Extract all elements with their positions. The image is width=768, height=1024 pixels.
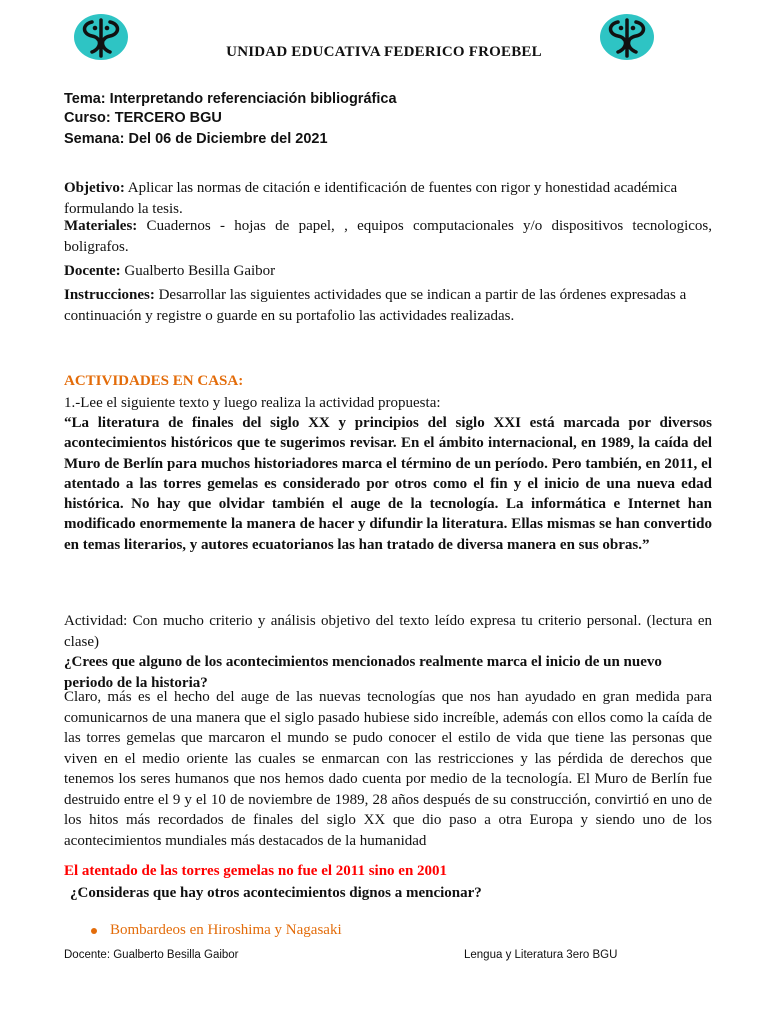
semana-line: Semana: Del 06 de Diciembre del 2021 (64, 131, 328, 147)
actividad-instruction: Actividad: Con mucho criterio y análisis objetivo del texto leído expresa tu criterio personal. (lectura en clase) (64, 613, 712, 650)
answer-paragraph: Claro, más es el hecho del auge de las nuevas tecnologías que nos han ayudado en gran medida para comunicarnos de una manera que el siglo pasado hubiese sido increíble, además con ellos como la caída de las torres gemelas que marcaron el mundo se pudo conocer el estilo de vida que tiene las personas que viven en el medio oriente las cuales se enmarcan con las restricciones y las pérdida de derechos que tenemos los seres humanos que nos hemos dado cuenta por medio de la tecnología. El Muro de Berlín fue destruido entre el 9 y el 10 de noviembre de 1989, 28 años después de su construcción, convirtió en uno de los hitos más recordados de finales del siglo XX que dio paso a otra Europa y siendo uno de los acontecimientos mundiales más destacados de la humanidad (64, 689, 712, 849)
footer-subject: Lengua y Literatura 3ero BGU (464, 949, 618, 961)
docente-paragraph (64, 261, 712, 282)
tema-line: Tema: Interpretando referenciación bibliográfica (64, 91, 397, 107)
objetivo-paragraph (64, 178, 712, 219)
school-name-heading: UNIDAD EDUCATIVA FEDERICO FROEBEL (226, 44, 542, 60)
step-1-instruction: 1.-Lee el siguiente texto y luego realiza la actividad propuesta: (64, 395, 441, 411)
footer-teacher: Docente: Gualberto Besilla Gaibor (64, 949, 239, 961)
bullet-dot-icon (90, 922, 110, 939)
correction-note: El atentado de las torres gemelas no fue el 2011 sino en 2001 (64, 863, 448, 879)
objetivo-label: Objetivo: (64, 180, 125, 196)
bullet-item-text: Bombardeos en Hiroshima y Nagasaki (110, 922, 342, 938)
list-item (90, 922, 342, 939)
instrucciones-text: Desarrollar las siguientes actividades que se indican a partir de las órdenes expresadas a continuación y registre o guarde en su portafolio las actividades realizadas. (64, 287, 687, 324)
activities-heading: ACTIVIDADES EN CASA: (64, 373, 244, 389)
materiales-paragraph (64, 216, 712, 257)
question-1: ¿Crees que alguno de los acontecimientos mencionados realmente marca el inicio de un nuevo periodo de la historia? (64, 654, 662, 691)
question-2: ¿Consideras que hay otros acontecimientos dignos a mencionar? (70, 885, 482, 901)
materiales-text: Cuadernos - hojas de papel, , equipos computacionales y/o dispositivos tecnologicos, boligrafos. (64, 218, 712, 255)
docente-text: Gualberto Besilla Gaibor (120, 263, 276, 279)
instrucciones-paragraph (64, 285, 712, 326)
docente-label: Docente: (64, 263, 121, 279)
instrucciones-label: Instrucciones: (64, 287, 155, 303)
materiales-label: Materiales: (64, 218, 138, 234)
literature-quote: “La literatura de finales del siglo XX y principios del siglo XXI está marcada por diversos acontecimientos históricos que te sugerimos revisar. En el ámbito internacional, en 1989, la caída del Muro de Berlín para muchos historiadores marca el término de un período. Pero también, en 2011, el atentado a las torres gemelas es considerado por otros como el fin y el inicio de una nueva edad histórica. No hay que olvidar también el auge de la tecnología. La informática e Internet han modificado enormemente la manera de hacer y difundir la literatura. Ellas mismas se han convertido en temas literarios, y autores ecuatorianos las han tratado de diversa manera en sus obras.” (64, 415, 712, 553)
objetivo-text: Aplicar las normas de citación e identificación de fuentes con rigor y honestidad académica formulando la tesis. (64, 180, 678, 217)
curso-line: Curso: TERCERO BGU (64, 110, 222, 126)
